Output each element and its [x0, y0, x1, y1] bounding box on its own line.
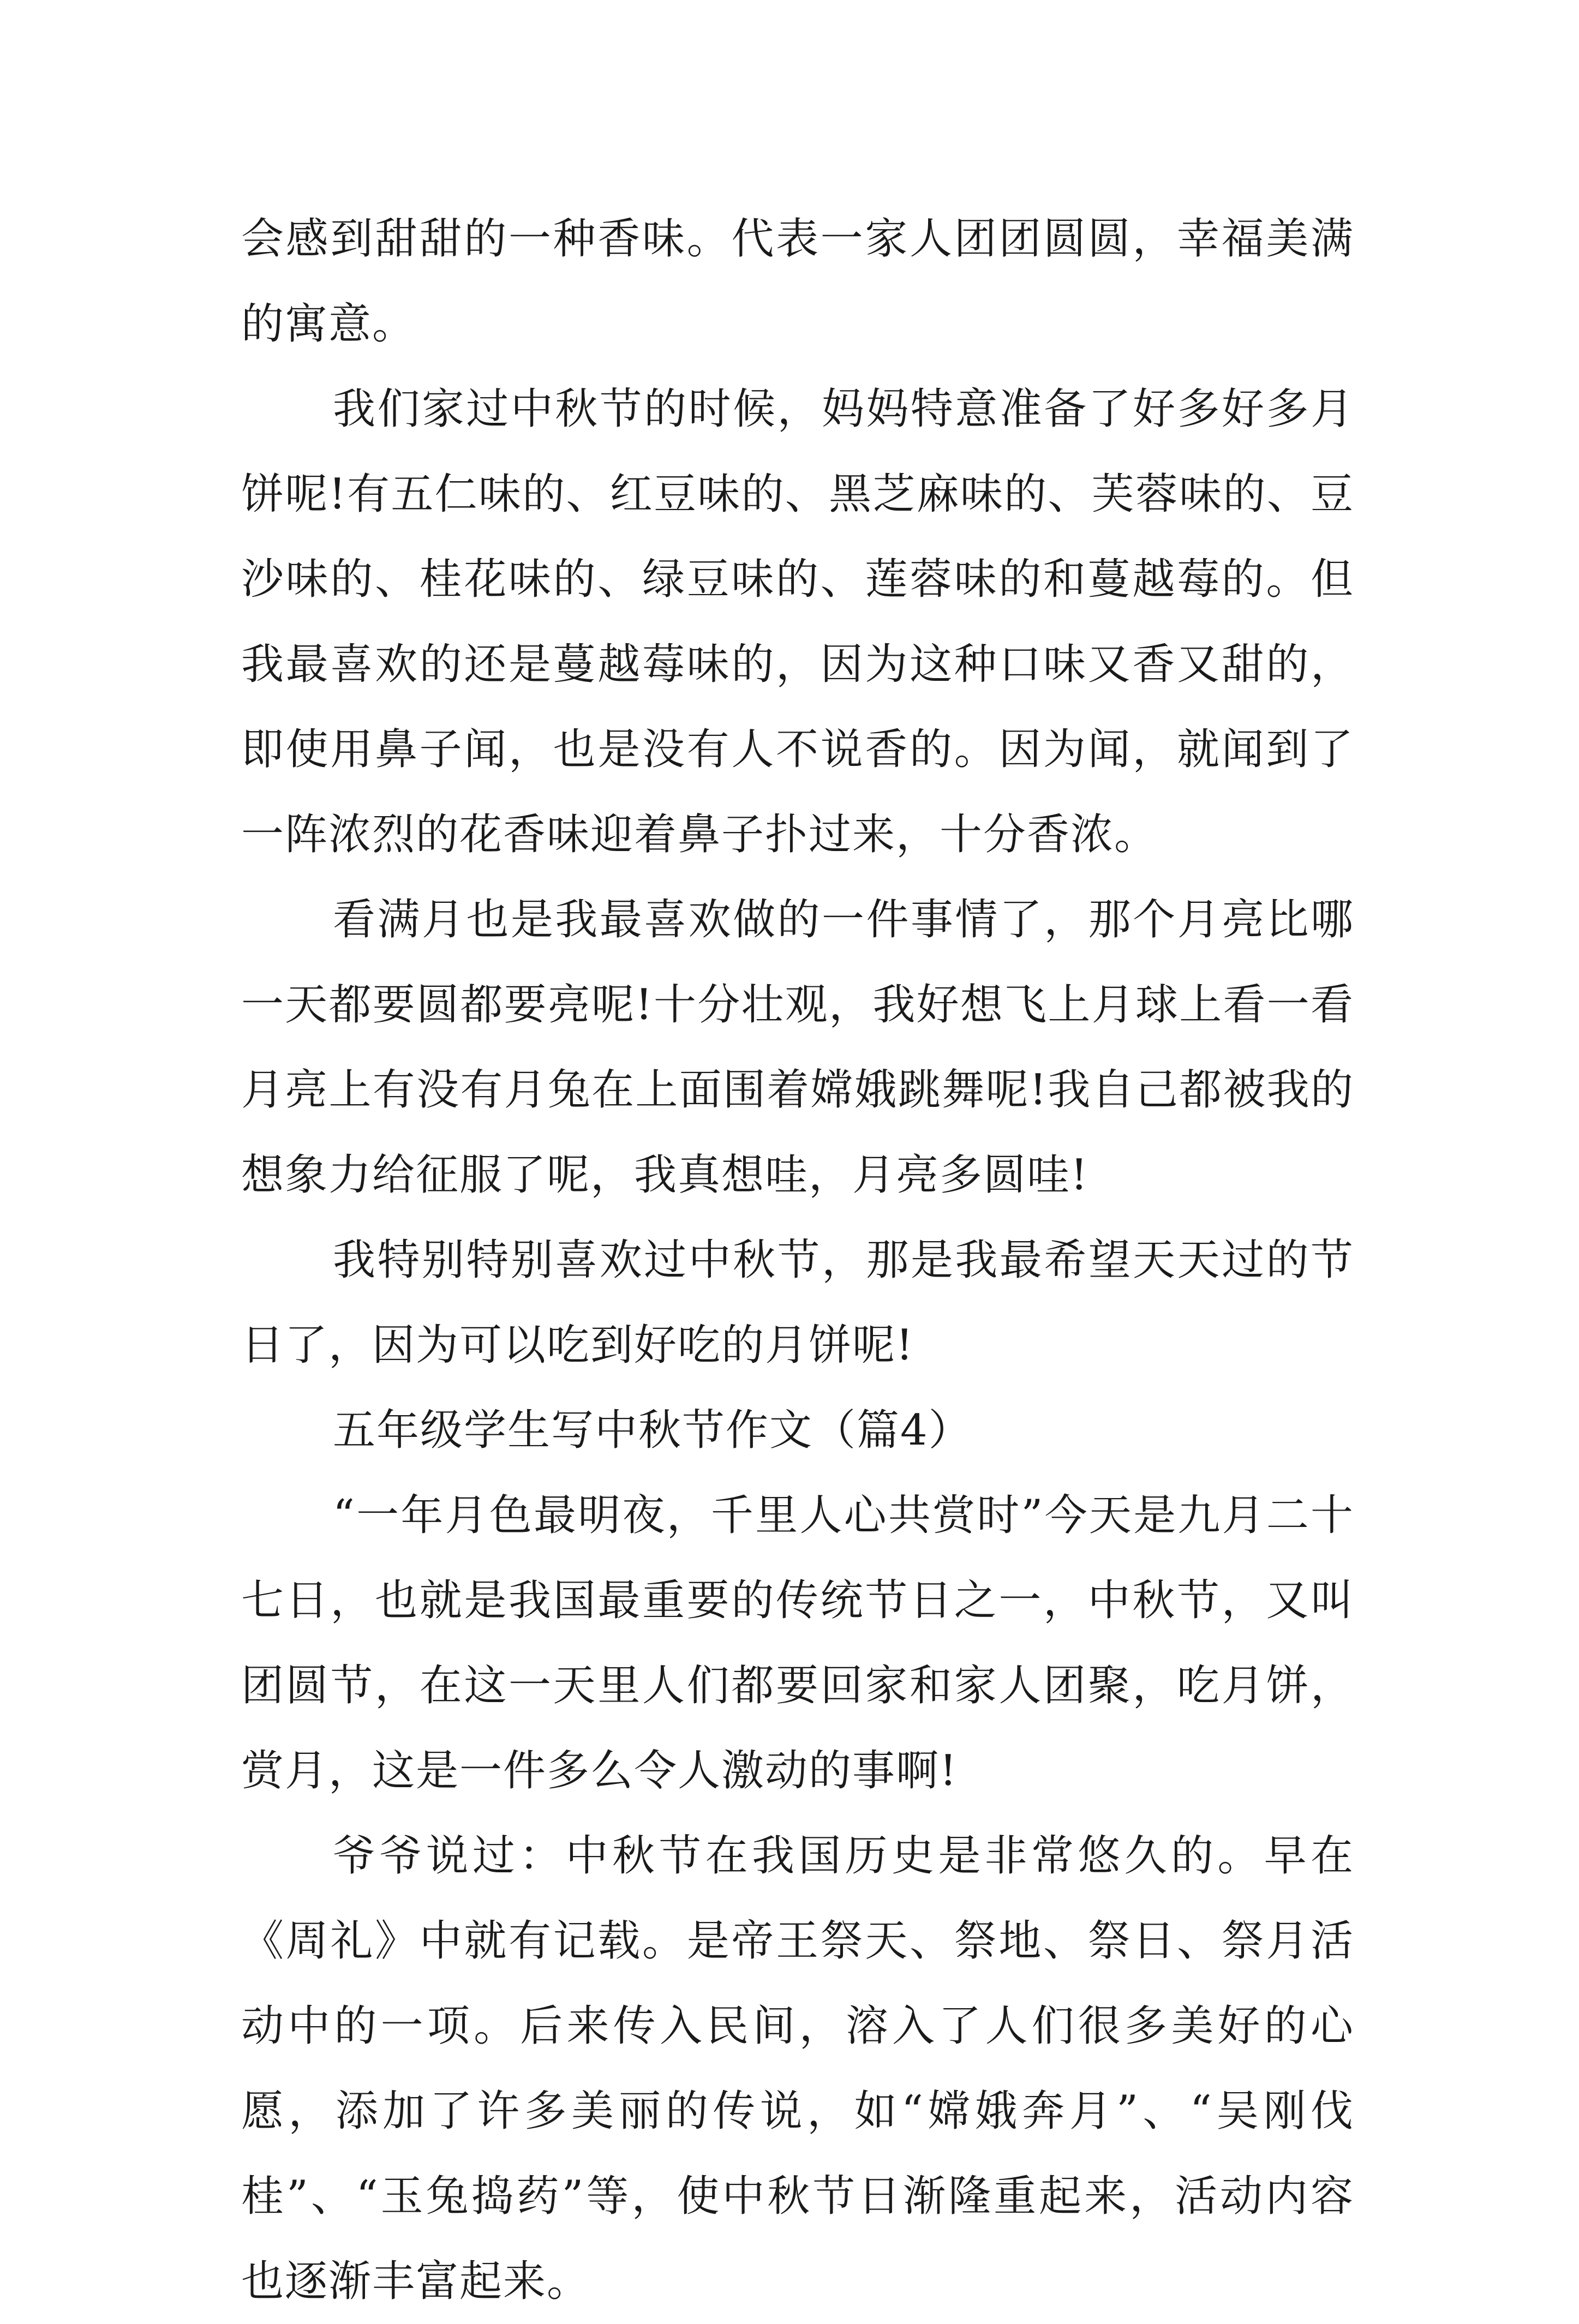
- paragraph-mooncakes: 我们家过中秋节的时候，妈妈特意准备了好多好多月饼呢!有五仁味的、红豆味的、黑芝麻味的、芙蓉味的、豆沙味的、桂花味的、绿豆味的、莲蓉味的和蔓越莓的。但我最喜欢的还是蔓越莓味的，因为这种口味又香又甜的，即使用鼻子闻，也是没有人不说香的。因为闻，就闻到了一阵浓烈的花香味迎着鼻子扑过来，十分香浓。: [241, 385, 1354, 859]
- paragraph-poem-opening: “一年月色最明夜，千里人心共赏时”今天是九月二十七日，也就是我国最重要的传统节日之一，中秋节，又叫团圆节，在这一天里人们都要回家和家人团聚，吃月饼，赏月，这是一件多么令人激动的事啊!: [241, 1491, 1354, 1795]
- essay-title: 五年级学生写中秋节作文（篇4）: [333, 1406, 972, 1455]
- paragraph-full-moon: 看满月也是我最喜欢做的一件事情了，那个月亮比哪一天都要圆都要亮呢!十分壮观，我好想飞上月球上看一看月亮上有没有月兔在上面围着嫦娥跳舞呢!我自己都被我的想象力给征服了呢，我真想哇，月亮多圆哇!: [241, 895, 1354, 1200]
- document-body: [241, 196, 1354, 2324]
- paragraph-history: 爷爷说过：中秋节在我国历史是非常悠久的。早在《周礼》中就有记载。是帝王祭天、祭地、祭日、祭月活动中的一项。后来传入民间，溶入了人们很多美好的心愿，添加了许多美丽的传说，如“嫦娥奔月”、“吴刚伐桂”、“玉兔捣药”等，使中秋节日渐隆重起来，活动内容也逐渐丰富起来。: [241, 1831, 1354, 2306]
- paragraph-continued: 会感到甜甜的一种香味。代表一家人团团圆圆，幸福美满的寓意。: [241, 214, 1354, 349]
- paragraph-favorite-festival: 我特别特别喜欢过中秋节，那是我最希望天天过的节日了，因为可以吃到好吃的月饼呢!: [241, 1236, 1354, 1370]
